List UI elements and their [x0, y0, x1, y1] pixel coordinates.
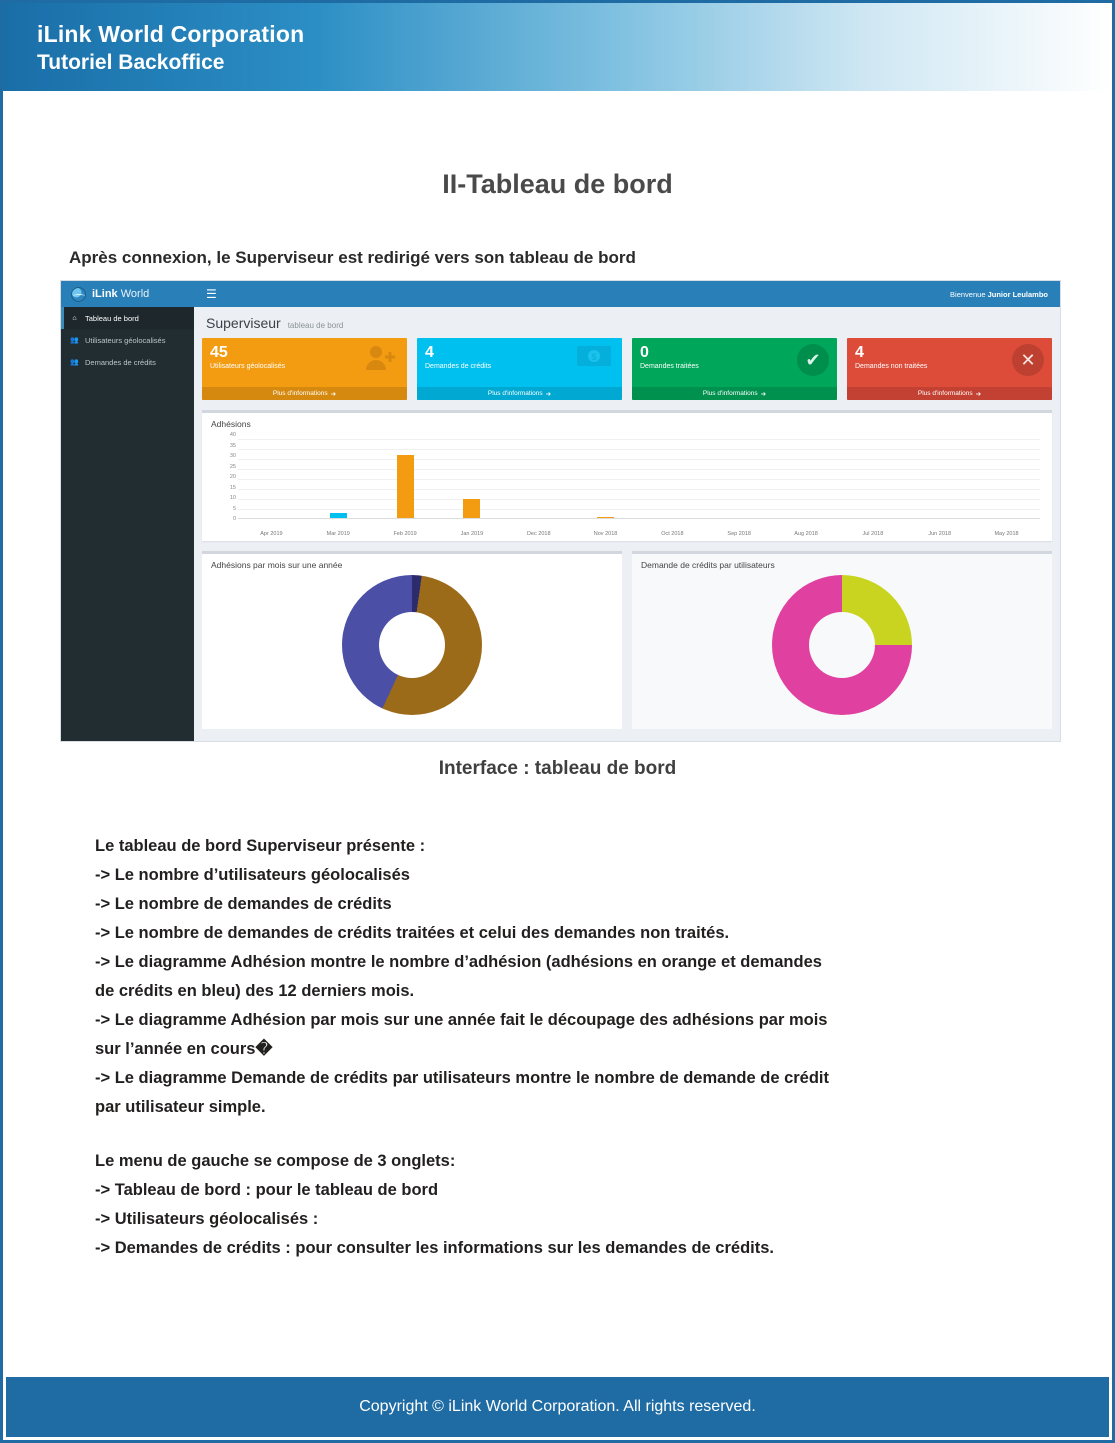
bar-group — [773, 439, 840, 519]
body-line: -> Utilisateurs géolocalisés : — [95, 1210, 319, 1228]
body-line: de crédits en bleu) des 12 derniers mois. — [95, 982, 415, 1000]
content-header — [202, 313, 1052, 338]
document-footer — [6, 1377, 1109, 1437]
bar-series — [238, 439, 1040, 519]
body-line: Le menu de gauche se compose de 3 onglets: — [95, 1152, 456, 1170]
x-axis — [238, 531, 1040, 537]
body-line: -> Le nombre de demandes de crédits traitées et celui des demandes non traités. — [95, 924, 730, 942]
y-tick: 20 — [229, 474, 236, 480]
brand-bold: iLink — [92, 288, 118, 300]
user-plus-icon — [363, 344, 397, 372]
brand-text — [92, 288, 149, 300]
company-name: iLink World Corporation — [37, 21, 305, 47]
hamburger-icon[interactable]: ☰ — [206, 287, 217, 301]
sidebar-item-utilisateurs-geolocalises[interactable] — [61, 329, 194, 351]
body-copy — [95, 832, 1025, 1263]
kpi-label: Demandes traitées — [640, 363, 699, 370]
arrow-circle-right-icon: ➔ — [760, 390, 767, 398]
body-line: -> Le diagramme Adhésion par mois sur une année fait le découpage des adhésions par mois — [95, 1011, 828, 1029]
bar-group — [372, 439, 439, 519]
kpi-more-label: Plus d'informations — [272, 390, 328, 397]
kpi-value: 0 — [640, 344, 649, 361]
body-line: -> Tableau de bord : pour le tableau de bord — [95, 1181, 439, 1199]
welcome-user: Junior Leulambo — [987, 289, 1048, 299]
donut-row — [202, 551, 1052, 729]
brand-light: World — [120, 288, 150, 300]
x-tick: Nov 2018 — [593, 531, 618, 537]
kpi-card-traitees[interactable] — [632, 338, 837, 400]
panel-title: Adhésions — [211, 419, 251, 429]
users-icon: 👥 — [70, 337, 79, 344]
globe-icon — [71, 287, 86, 302]
figure-caption: Interface : tableau de bord — [438, 758, 677, 779]
y-tick: 5 — [232, 505, 236, 512]
arrow-circle-right-icon: ➔ — [545, 390, 552, 398]
money-icon — [576, 344, 612, 368]
adhesions-bar-chart — [202, 433, 1052, 541]
home-icon: ⌂ — [72, 314, 77, 322]
body-line: -> Demandes de crédits : pour consulter les informations sur les demandes de crédits. — [95, 1239, 774, 1257]
content-subtitle: tableau de bord — [287, 321, 344, 330]
kpi-value: 45 — [210, 344, 228, 361]
x-tick: May 2018 — [994, 531, 1019, 537]
body-line: -> Le nombre de demandes de crédits — [95, 895, 392, 913]
body-line: Le tableau de bord Superviseur présente : — [95, 837, 426, 855]
bar-group — [505, 439, 572, 519]
y-tick: 35 — [229, 442, 236, 449]
kpi-card-demandes[interactable] — [417, 338, 622, 400]
y-tick: 30 — [229, 453, 236, 459]
kpi-more-label: Plus d'informations — [917, 390, 973, 397]
bar-group — [438, 439, 505, 519]
body-line: par utilisateur simple. — [95, 1098, 266, 1116]
y-tick: 0 — [232, 516, 236, 522]
y-axis — [212, 432, 236, 522]
bar-group — [706, 439, 773, 519]
x-tick: Aug 2018 — [794, 531, 818, 537]
arrow-circle-right-icon: ➔ — [975, 390, 982, 398]
kpi-more-link[interactable] — [202, 387, 407, 400]
body-line: -> Le diagramme Demande de crédits par utilisateurs montre le nombre de demande de crédit — [95, 1069, 830, 1087]
welcome-message — [950, 290, 1060, 299]
x-tick: Feb 2019 — [393, 531, 417, 537]
app-brand[interactable] — [61, 281, 194, 307]
bar-group — [305, 439, 372, 519]
x-tick: Jan 2019 — [460, 531, 484, 537]
kpi-label: Utilisateurs géolocalisés — [210, 363, 286, 370]
donut-panel-adhesions — [202, 551, 622, 729]
svg-text:$: $ — [591, 352, 597, 362]
body-line: sur l’année en cours� — [95, 1040, 273, 1058]
sidebar-item-label: Tableau de bord — [85, 313, 139, 323]
app-sidebar — [61, 307, 194, 741]
bar-group — [839, 439, 906, 519]
x-axis-line — [238, 518, 1040, 519]
panel-title: Adhésions par mois sur une année — [211, 560, 343, 570]
content-title: Superviseur — [206, 315, 281, 331]
bar-group — [973, 439, 1040, 519]
users-icon: 👥 — [70, 359, 79, 366]
y-tick: 10 — [229, 495, 236, 501]
page-title: II-Tableau de bord — [442, 169, 673, 199]
sidebar-item-tableau-de-bord[interactable] — [61, 307, 194, 329]
check-icon: ✔ — [797, 344, 829, 376]
bar-group — [238, 439, 305, 519]
panel-title: Demande de crédits par utilisateurs — [641, 560, 775, 570]
app-topbar — [61, 281, 1060, 307]
body-line: -> Le nombre d’utilisateurs géolocalisés — [95, 866, 410, 884]
times-icon: ✕ — [1012, 344, 1044, 376]
x-tick: Jun 2018 — [928, 531, 952, 537]
kpi-label: Demandes non traitées — [855, 363, 928, 370]
donut-panel-demandes — [632, 551, 1052, 729]
paragraph-gap — [95, 1122, 1025, 1147]
kpi-more-label: Plus d'informations — [487, 390, 543, 397]
kpi-row — [202, 338, 1052, 400]
sidebar-item-label: Utilisateurs géolocalisés — [85, 335, 166, 345]
donut-chart-demandes — [772, 575, 912, 715]
x-tick: Jul 2018 — [862, 531, 884, 537]
x-tick: Sep 2018 — [727, 531, 751, 537]
copyright-text: Copyright © iLink World Corporation. All rights reserved. — [359, 1398, 756, 1415]
kpi-card-utilisateurs[interactable] — [202, 338, 407, 400]
x-tick: Oct 2018 — [661, 531, 684, 537]
y-tick: 40 — [229, 432, 236, 438]
arrow-circle-right-icon: ➔ — [330, 390, 337, 398]
document-header — [3, 3, 1112, 91]
welcome-prefix: Bienvenue — [950, 289, 988, 299]
lead-text: Après connexion, le Superviseur est redirigé vers son tableau de bord — [69, 248, 636, 267]
kpi-value: 4 — [425, 344, 434, 361]
kpi-card-non-traitees[interactable] — [847, 338, 1052, 400]
y-tick: 25 — [229, 463, 236, 470]
x-tick: Mar 2019 — [326, 531, 350, 537]
kpi-label: Demandes de crédits — [425, 363, 492, 370]
bar-group — [906, 439, 973, 519]
donut-chart-adhesions — [342, 575, 482, 715]
x-tick: Apr 2019 — [260, 531, 283, 537]
sidebar-item-label: Demandes de crédits — [85, 357, 156, 367]
adhesions-chart-panel — [202, 410, 1052, 541]
kpi-value: 4 — [855, 344, 864, 361]
kpi-more-label: Plus d'informations — [702, 390, 758, 397]
y-tick: 15 — [229, 484, 236, 491]
body-line: -> Le diagramme Adhésion montre le nombre d’adhésion (adhésions en orange et demandes — [95, 953, 822, 971]
bar-group — [572, 439, 639, 519]
kpi-more-link[interactable] — [632, 387, 837, 400]
document-subtitle: Tutoriel Backoffice — [37, 51, 225, 74]
bar-group — [639, 439, 706, 519]
app-main — [194, 307, 1060, 741]
dashboard-screenshot — [60, 280, 1061, 742]
x-tick: Dec 2018 — [526, 531, 551, 537]
kpi-more-link[interactable] — [417, 387, 622, 400]
sidebar-item-demandes-de-credits[interactable] — [61, 351, 194, 373]
kpi-more-link[interactable] — [847, 387, 1052, 400]
